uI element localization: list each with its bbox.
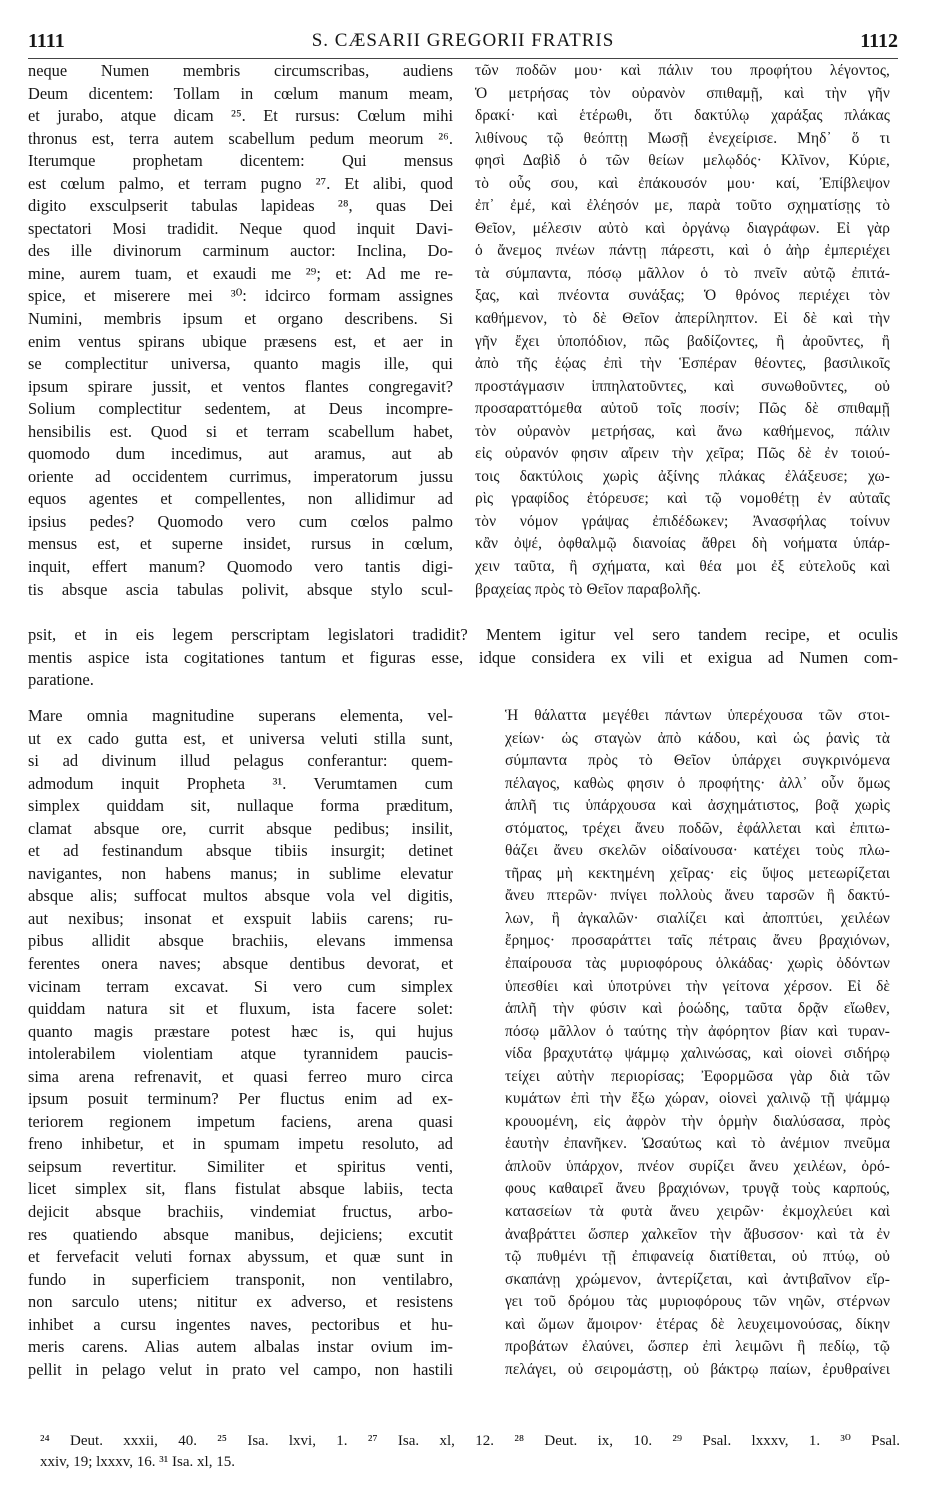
latin-text-line: absque alis; suffocat multos absque vola vel digitis,	[28, 886, 453, 906]
greek-text-line: ἐπ᾽ ἐμέ, καὶ ἐλέησόν με, παρὰ τοῦτο σχηματίσῃς τὸ	[475, 197, 890, 215]
greek-text-line: ἁπλῆ τὴν φύσιν καὶ ῥοώδης, ταῦτα δρᾷν εἴωθεν,	[505, 1000, 890, 1018]
latin-text-line: est cœlum palmo, et terram pugno ²⁷. Et alibi, quod	[28, 173, 453, 193]
greek-text-line: καὶ ὤμων ἄμοιρον· ἑτέρας δὲ λευχειμονούσας, δίκην	[505, 1315, 890, 1333]
greek-text-line: λιθίνους τῷ θεόπτῃ Μωσῇ ἐνεχείρισε. Μηδ᾽ ὅ τι	[475, 129, 890, 147]
greek-text-line: χείων· ὡς σταγὼν ἀπὸ κάδου, καὶ ὡς ῥανὶς τὰ	[505, 729, 890, 747]
greek-text-line: νίδα βραχυτάτῳ ψάμμῳ χαλινώσας, καὶ οἱονεὶ σιδήρῳ	[505, 1045, 890, 1063]
latin-text-line: digito exsculpserit tabulas lapideas ²⁸, quas Dei	[28, 196, 453, 216]
latin-text-line: Iterumque prophetam dicentem: Qui mensus	[28, 151, 453, 171]
latin-text-line: fundo in superficiem transponit, non ventilabro,	[28, 1269, 453, 1289]
greek-text-line: Θεῖον, μέλεσιν αὐτὸ καὶ ὀργάνῳ διαγράφων. Εἰ γὰρ	[475, 219, 890, 237]
latin-text-line: spectatori Mosi tradidit. Neque quod inquit Davi-	[28, 218, 453, 238]
page-number-left: 1111	[28, 30, 65, 52]
page-number-right: 1112	[860, 30, 898, 52]
latin-column-top	[28, 60, 453, 601]
greek-text-line: Ἡ θάλαττα μεγέθει πάντων ὑπερέχουσα τῶν στοι-	[505, 707, 890, 724]
greek-column-bottom	[505, 705, 890, 1381]
latin-text-line: res quatiendo absque manibus, dejiciens; excutit	[28, 1224, 453, 1244]
greek-text-line: λων, ἢ ἀγκαλῶν· σιαλίζει καὶ ἀποπτύει, χειλέων	[505, 909, 890, 927]
greek-text-line: πέλαγος, καθὼς φησιν ὁ προφήτης· ἀλλ᾽ οὖν ὅμως	[505, 774, 890, 792]
greek-text-line: προσαραττόμεθα αὐτοῦ τοῖς ποσίν; Πῶς δὲ σπιθαμῇ	[475, 400, 890, 418]
latin-text-line: seipsum revertitur. Similiter et spiritus venti,	[28, 1156, 453, 1176]
latin-text-line: mine, aurem tuam, et exaudi me ²⁹; et: Ad me re-	[28, 263, 453, 283]
greek-text-line: ρὶς γραφίδος ἐτόρευσε; καὶ τῷ νομοθέτῃ ἐν αὐταῖς	[475, 490, 890, 508]
latin-text-line: Numini, membris ipsum et organo describens. Si	[28, 309, 453, 329]
greek-text-line: εἰς οὐρανόν φησιν αἴρειν τὴν χεῖρα; Πῶς δὲ ἐν τοιού-	[475, 445, 890, 463]
greek-text-line: ἁπλῆ τις ὑπάρχουσα καὶ ἀσχημάτιστος, βοᾷ χωρὶς	[505, 797, 890, 815]
header-rule	[28, 58, 898, 59]
greek-text-line: ἐπαίρουσα τὰς μυριοφόρους ὁλκάδας· χωρὶς ὀδόντων	[505, 955, 890, 973]
greek-text-line: βραχείας πρὸς τὸ Θεῖον παραβολῆς.	[475, 580, 701, 598]
greek-text-line: κυμάτων ἐπὶ τὴν ἔξω χώραν, οἱονεὶ χαλινῷ τῇ ψάμμῳ	[505, 1090, 890, 1108]
latin-text-line: meris carens. Alias autem albalas instar ovium im-	[28, 1337, 453, 1357]
latin-text-line: vicinam terram excavat. Si vero cum simplex	[28, 976, 453, 996]
greek-text-line: ὁ ἄνεμος πνέων πάντῃ πάρεστι, καὶ ὁ ἀὴρ ἐμπεριέχει	[475, 242, 890, 260]
latin-text-line: licet simplex sit, flans fistulat absque labiis, tecta	[28, 1179, 453, 1199]
latin-text-line: quiddam natura sit et fluxum, ista facere solet:	[28, 999, 453, 1019]
greek-text-line: φους καθαιρεῖ ἄνευ βραχιόνων, τρυγᾷ τοὺς καρπούς,	[505, 1180, 890, 1198]
greek-text-line: ἑαυτὴν ἐπανῆκεν. Ὡσαύτως καὶ τὸ ἀνέμιον πνεῦμα	[505, 1135, 890, 1153]
greek-text-line: τὸ οὖς σου, καὶ ἐπάκουσόν μου· καί, Ἐπίβλεψον	[475, 174, 890, 192]
latin-text-line: se complectitur universa, quanto magis ille, qui	[28, 354, 453, 374]
greek-text-line: προβάτων ἐλαύνει, ὥσπερ ἐπὶ λειμῶνι ἢ πεδίῳ, τῷ	[505, 1338, 890, 1356]
latin-text-line: pibus allidit absque brachiis, elevans immensa	[28, 931, 453, 951]
latin-text-line: inhibet a cursu ingentes naves, pectoribus et hu-	[28, 1314, 453, 1334]
latin-text-line: clamat absque ore, currit absque pedibus; insilit,	[28, 818, 453, 838]
latin-text-line: et fervefacit veluti fornax abyssum, et quæ sunt in	[28, 1247, 453, 1267]
greek-text-line: ὑπεσθίει καὶ ὑποτρύνει τὴν γείτονα χέρσον. Εἰ δὲ	[505, 977, 890, 995]
running-title: S. CÆSARII GREGORII FRATRIS	[311, 30, 615, 51]
latin-text-line: sima arena refrenavit, et quasi ferreo muro circa	[28, 1066, 453, 1086]
greek-text-line: τῶν ποδῶν μου· καὶ πάλιν του προφήτου λέγοντος,	[475, 62, 890, 79]
greek-text-line: ἄνευ πτερῶν· πνίγει πολλοὺς ἄνευ ταρσῶν ἢ δακτύ-	[505, 887, 890, 905]
greek-text-line: τῆρας μὴ κεκτημένη χεῖρας· εἰς ὕψος μετεωρίζεται	[505, 864, 890, 882]
greek-text-line: καθήμενον, τὸ δὲ Θεῖον ἀπερίληπτον. Εἰ δὲ καὶ τὴν	[475, 310, 890, 328]
latin-text-line: psit, et in eis legem perscriptam legislatori tradidit? Mentem igitur vel sero tandem recipe, et oculis	[28, 625, 898, 644]
latin-text-line: admodum inquit Propheta ³¹. Verumtamen cum	[28, 773, 453, 793]
latin-text-line: intolerabilem violentiam atque tyrannidem paucis-	[28, 1044, 453, 1064]
greek-text-line: τὰ σύμπαντα, πόσῳ μᾶλλον ὁ τὸ πνεῖν αὐτῷ ἐπιτά-	[475, 264, 890, 282]
greek-text-line: φησὶ Δαβὶδ ὁ τῶν θείων μελῳδός· Κλῖνον, Κύριε,	[475, 152, 890, 170]
latin-text-line: ipsius pedes? Quomodo vero cum cœlos palmo	[28, 511, 453, 531]
latin-text-line: si ad divinum illud pelagus conferantur: quem-	[28, 751, 453, 771]
latin-full-width-paragraph	[28, 624, 898, 692]
latin-text-line: paratione.	[28, 670, 94, 689]
latin-text-line: hensibilis est. Quod si et terram scabellum habet,	[28, 421, 453, 441]
latin-text-line: mensus est, et superne insidet, rursus in cœlum,	[28, 534, 453, 554]
latin-text-line: enim ventus spirans ubique præsens est, et aer in	[28, 331, 453, 351]
latin-text-line: simplex quiddam sit, nullaque forma præditum,	[28, 796, 453, 816]
greek-text-line: στόματος, τρέχει ἄνευ ποδῶν, ἐφάλλεται καὶ ἐπιτω-	[505, 819, 890, 837]
latin-text-line: dejicit absque brachiis, vindemiat fructus, arbo-	[28, 1202, 453, 1222]
latin-text-line: ut ex cado gutta est, et universa veluti stilla sunt,	[28, 728, 453, 748]
greek-text-line: δρακί· καὶ ἑτέρωθι, ὅτι δακτύλῳ χαράξας πλάκας	[475, 107, 890, 125]
greek-text-line: πελάγει, οὐ σειρομάστῃ, οὐ βάκτρῳ παίων, ἐρυθραίνει	[505, 1360, 890, 1378]
latin-text-line: thronus est, terra autem scabellum pedum meorum ²⁶.	[28, 128, 453, 148]
latin-text-line: ferentes onera naves; absque dentibus devorat, et	[28, 954, 453, 974]
greek-text-line: τῷ πυθμένι τῇ ἐπιφανείᾳ διατίθεται, οὐ πτύῳ, οὐ	[505, 1248, 890, 1266]
latin-text-line: inquit, effert manum? Quomodo vero tantis digi-	[28, 557, 453, 577]
greek-text-line: τὸν οὐρανὸν μετρήσας, καὶ ἄνω καθήμενος, πάλιν	[475, 422, 890, 440]
greek-text-line: ἀπὸ τῆς ἑῴας ἐπὶ τὴν Ἑσπέραν θέοντες, βασιλικοῖς	[475, 355, 890, 373]
greek-text-line: ἀναβράττει ὥσπερ χαλκεῖον τὴν ἄβυσσον· καὶ τὰ ἐν	[505, 1225, 890, 1243]
latin-text-line: Solium complectitur sedentem, at Deus incompre-	[28, 399, 453, 419]
latin-text-line: spice, et miserere mei ³⁰: idcirco formam assignes	[28, 286, 453, 306]
greek-text-line: κατασείων τὰ φυτὰ ἄνευ χειρῶν· ἐκμοχλεύει καὶ	[505, 1203, 890, 1221]
greek-text-line: σύμπαντα πρὸς τὸ Θεῖον ὑπάρχει συγκρινόμενα	[505, 752, 890, 770]
latin-text-line: non sarculo utens; nititur ex adverso, et resistens	[28, 1292, 453, 1312]
greek-text-line: προστάγμασιν ἱππηλατοῦντες, καὶ συνωθοῦντες, οὐ	[475, 377, 890, 395]
latin-text-line: oriente ad occidentem currimus, imperatorum jussu	[28, 466, 453, 486]
footnote-line: ²⁴ Deut. xxxii, 40. ²⁵ Isa. lxvi, 1. ²⁷ Isa. xl, 12. ²⁸ Deut. ix, 10. ²⁹ Psal. lxxxv, 1. ³⁰ Psal.	[40, 1433, 900, 1449]
latin-text-line: ipsum spirare jussit, et ventos flantes congregavit?	[28, 376, 453, 396]
latin-text-line: Deum dicentem: Tollam in cœlum manum meam,	[28, 83, 453, 103]
latin-text-line: pellit in pelago velut in prato vel campo, non hastili	[28, 1359, 453, 1379]
greek-text-line: τοις δακτύλοις χωρὶς ἀξίνης πλάκας ἐλάξευσε; χω-	[475, 467, 890, 485]
greek-text-line: Ὁ μετρήσας τὸν οὐρανὸν σπιθαμῇ, καὶ τὴν γῆν	[475, 84, 890, 102]
latin-text-line: quanto magis præstare potest hæc is, qui hujus	[28, 1021, 453, 1041]
latin-text-line: neque Numen membris circumscribas, audiens	[28, 61, 453, 80]
latin-text-line: teriorem regionem impetum faciens, arena quasi	[28, 1111, 453, 1131]
greek-text-line: ἔρημος· προσαράττει ταῖς πέτραις ἄνευ βραχιόνων,	[505, 932, 890, 950]
latin-text-line: mentis aspice ista cogitationes tantum et figuras esse, idque considera ex vili et exigua ad Numen com-	[28, 647, 898, 667]
latin-text-line: quomodo dum incedimus, aut aramus, aut ab	[28, 444, 453, 464]
greek-text-line: σκαπάνῃ χρώμενον, ἀντερίζεται, καὶ ἀντιβαῖνον εἴρ-	[505, 1270, 890, 1288]
greek-text-line: ξας, καὶ πνέοντα συνάξας; Ὁ θρόνος περιέχει τὸν	[475, 287, 890, 305]
latin-text-line: Mare omnia magnitudine superans elementa, vel-	[28, 706, 453, 725]
greek-column-top	[475, 60, 890, 601]
footnotes	[40, 1431, 900, 1473]
greek-text-line: χειν ταῦτα, ἢ σχήματα, καὶ θέα μοι ἐξ εὐτελοῦς καὶ	[475, 558, 890, 576]
latin-text-line: des ille divinorum carminum auctor: Inclina, Do-	[28, 241, 453, 261]
greek-text-line: κἂν ὀψέ, ὀφθαλμῷ διανοίας ἄθρει δὴ νοήματα ὑπάρ-	[475, 535, 890, 553]
latin-column-bottom	[28, 705, 453, 1381]
latin-text-line: equos agentes et compellentes, non allidimur ad	[28, 489, 453, 509]
greek-text-line: πόσῳ μᾶλλον ὁ ταύτης τὴν ἀφόρητον βίαν καὶ τυραν-	[505, 1022, 890, 1040]
greek-text-line: τείχει αὐτὴν περιορίσας; Ἐφορμῶσα γὰρ διὰ τῶν	[505, 1067, 890, 1085]
latin-text-line: tis absque ascia tabulas polivit, absque stylo scul-	[28, 579, 453, 599]
footnote-line: xxiv, 19; lxxxv, 16. ³¹ Isa. xl, 15.	[40, 1454, 235, 1470]
latin-text-line: freno inhibetur, et in spumam impetu resoluto, ad	[28, 1134, 453, 1154]
greek-text-line: γει τοῦ δρόμου τὰς μυριοφόρους τῶν νηῶν, στέρνων	[505, 1293, 890, 1311]
latin-text-line: et jurabo, atque dicam ²⁵. Et rursus: Cœlum mihi	[28, 106, 453, 126]
greek-text-line: τὸν νόμον γράψας ἐπιδέδωκεν; Ἀνασφήλας τοίνυν	[475, 512, 890, 530]
greek-text-line: γῆν ἔχει ὑποπόδιον, πῶς βαδίζοντες, ἢ ἀροῦντες, ἢ	[475, 332, 890, 350]
latin-text-line: et ad festinandum absque tibiis insurgit; detinet	[28, 841, 453, 861]
latin-text-line: navigantes, non habens manus; in sublime elevatur	[28, 863, 453, 883]
greek-text-line: κρουομένη, εἰς ἀφρὸν τὴν ὁρμὴν διαλύσασα, πρὸς	[505, 1112, 890, 1130]
latin-text-line: aut nexibus; insonat et exspuit labiis carens; ru-	[28, 908, 453, 928]
latin-text-line: ipsum posuit terminum? Per fluctus enim ad ex-	[28, 1089, 453, 1109]
greek-text-line: θάζει ἄνευ σκελῶν οἰδαίνουσα· κατέχει τοὺς πλω-	[505, 842, 890, 860]
greek-text-line: ἁπλοῦν ὑπάρχον, πνέον συρίζει ἄνευ χειλέων, ὀρό-	[505, 1157, 890, 1175]
